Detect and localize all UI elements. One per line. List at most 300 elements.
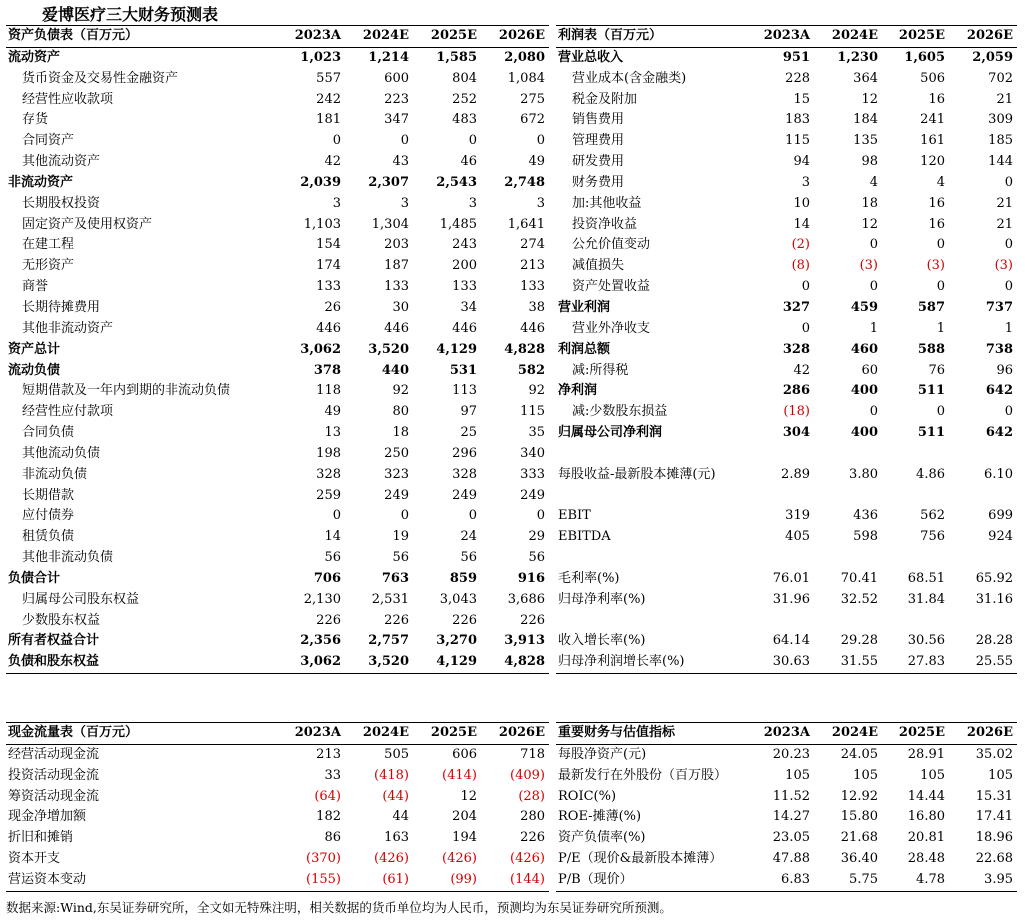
value-cell: 1,585 xyxy=(436,49,477,65)
value-cell: 1,641 xyxy=(507,216,545,232)
value-cell: 31.96 xyxy=(772,591,810,607)
value-cell: 56 xyxy=(324,550,341,566)
row-label: 每股收益-最新股本摊薄(元) xyxy=(558,466,716,482)
value-cell: (28) xyxy=(518,788,545,804)
value-cell: (3) xyxy=(926,258,945,274)
row-label: 经营性应付款项 xyxy=(22,404,114,420)
year-header: 2025E xyxy=(413,723,481,745)
year-header: 2024E xyxy=(814,723,882,745)
table-row xyxy=(6,787,549,808)
row-label-cell xyxy=(556,611,746,632)
value-cell: 32.52 xyxy=(840,591,878,607)
value-cell: 340 xyxy=(520,445,545,461)
value-cell: 319 xyxy=(785,508,810,524)
value-cell: 26 xyxy=(324,299,341,315)
year-header: 2023A xyxy=(277,723,345,745)
row-label-cell xyxy=(6,423,277,444)
value-cell: 642 xyxy=(985,383,1013,399)
value-cell: 43 xyxy=(392,154,409,170)
row-label-cell xyxy=(556,69,746,90)
row-label: 投资净收益 xyxy=(572,216,638,232)
table-row xyxy=(6,256,549,277)
value-cell: 198 xyxy=(316,445,341,461)
table-row xyxy=(6,90,549,111)
table-row xyxy=(6,215,549,236)
row-label-cell xyxy=(6,173,277,194)
table-row xyxy=(556,590,1017,611)
table-row xyxy=(6,465,549,486)
value-cell: 182 xyxy=(316,809,341,825)
year-header: 2023A xyxy=(277,26,345,48)
value-cell: (61) xyxy=(345,870,413,891)
value-cell: 3,043 xyxy=(439,591,477,607)
row-label-cell xyxy=(6,569,277,590)
value-cell: 328 xyxy=(316,466,341,482)
value-cell: 0 xyxy=(869,404,878,420)
value-cell: 756 xyxy=(920,529,945,545)
row-label: 资本开支 xyxy=(8,851,61,867)
table-row xyxy=(6,402,549,423)
table-row xyxy=(6,506,549,527)
row-label-cell xyxy=(556,766,746,787)
value-cell: 16.80 xyxy=(907,809,945,825)
value-cell: 3 xyxy=(400,195,409,211)
row-label-cell xyxy=(556,256,746,277)
table-row xyxy=(6,807,549,828)
value-cell: 120 xyxy=(920,154,945,170)
row-label-cell xyxy=(556,465,746,486)
value-cell: 76.01 xyxy=(772,570,810,586)
row-label: 负债合计 xyxy=(8,570,61,586)
value-cell: 3 xyxy=(536,195,545,211)
table-row xyxy=(6,423,549,444)
value-cell: 249 xyxy=(520,487,545,503)
value-cell: 203 xyxy=(384,237,409,253)
value-cell: 223 xyxy=(384,91,409,107)
value-cell: 562 xyxy=(920,508,945,524)
value-cell: 16 xyxy=(928,216,945,232)
value-cell: 364 xyxy=(853,70,878,86)
value-cell: 56 xyxy=(460,550,477,566)
value-cell: 15.31 xyxy=(975,788,1013,804)
value-cell: 718 xyxy=(520,746,545,762)
value-cell: 242 xyxy=(316,91,341,107)
value-cell: 0 xyxy=(536,133,545,149)
value-cell: 64.14 xyxy=(772,633,810,649)
value-cell: 2,130 xyxy=(303,591,341,607)
table-row xyxy=(556,340,1017,361)
value-cell: 21 xyxy=(996,195,1013,211)
value-cell: 951 xyxy=(782,49,810,65)
value-cell: 18 xyxy=(861,195,878,211)
balance-sheet-table xyxy=(6,25,549,674)
table-row xyxy=(556,402,1017,423)
value-cell: 274 xyxy=(520,237,545,253)
value-cell: 304 xyxy=(782,425,810,441)
row-label: 减:少数股东损益 xyxy=(572,404,668,420)
value-cell: 3,270 xyxy=(436,633,477,649)
row-label-cell xyxy=(556,807,746,828)
value-cell: 213 xyxy=(520,258,545,274)
value-cell: 70.41 xyxy=(840,570,878,586)
row-label-cell xyxy=(556,47,746,68)
value-cell: 506 xyxy=(920,70,945,86)
value-cell: 916 xyxy=(517,570,545,586)
value-cell: 105 xyxy=(785,767,810,783)
table-row xyxy=(556,277,1017,298)
table-row xyxy=(556,152,1017,173)
row-label-cell xyxy=(556,870,746,891)
section-header: 重要财务与估值指标 xyxy=(556,723,746,745)
row-label: 合同资产 xyxy=(22,133,75,149)
value-cell: 1 xyxy=(869,320,878,336)
value-cell: 3,913 xyxy=(504,633,545,649)
value-cell: 4,828 xyxy=(504,341,545,357)
value-cell: 672 xyxy=(520,112,545,128)
value-cell: 1 xyxy=(936,320,945,336)
value-cell: 94 xyxy=(793,154,810,170)
value-cell: 35.02 xyxy=(975,746,1013,762)
value-cell: 20.23 xyxy=(772,746,810,762)
table-row xyxy=(556,569,1017,590)
table-row xyxy=(556,849,1017,870)
value-cell: 42 xyxy=(793,362,810,378)
row-label: 减值损失 xyxy=(572,258,625,274)
row-label-cell xyxy=(6,548,277,569)
value-cell: 23.05 xyxy=(772,830,810,846)
table-row xyxy=(6,870,549,891)
value-cell: 0 xyxy=(869,279,878,295)
row-label-cell xyxy=(6,256,277,277)
row-label: 营业成本(含金融类) xyxy=(572,70,687,86)
table-header-row xyxy=(556,723,1017,745)
row-label: 税金及附加 xyxy=(572,91,638,107)
row-label: ROE-摊薄(%) xyxy=(558,809,642,825)
table-row xyxy=(556,548,1017,569)
value-cell: (8) xyxy=(791,258,810,274)
section-header: 现金流量表（百万元） xyxy=(6,723,277,745)
value-cell: 144 xyxy=(988,154,1013,170)
row-label-cell xyxy=(6,611,277,632)
value-cell: 13 xyxy=(324,425,341,441)
value-cell: 96 xyxy=(996,362,1013,378)
value-cell: 249 xyxy=(452,487,477,503)
row-label-cell xyxy=(556,277,746,298)
value-cell: 20.81 xyxy=(907,830,945,846)
row-label: 收入增长率(%) xyxy=(558,633,646,649)
year-header: 2024E xyxy=(814,26,882,48)
table-row xyxy=(556,235,1017,256)
table-row xyxy=(556,870,1017,891)
value-cell: 2,748 xyxy=(504,174,545,190)
table-row xyxy=(556,110,1017,131)
row-label-cell xyxy=(556,631,746,652)
row-label: 合同负债 xyxy=(22,425,75,441)
value-cell: 133 xyxy=(316,279,341,295)
value-cell xyxy=(882,486,949,507)
value-cell: 0 xyxy=(332,508,341,524)
value-cell: 250 xyxy=(384,445,409,461)
value-cell: 115 xyxy=(520,404,545,420)
value-cell: 511 xyxy=(917,425,945,441)
table-row xyxy=(6,766,549,787)
value-cell: 97 xyxy=(460,404,477,420)
value-cell: 3,062 xyxy=(277,652,345,673)
value-cell: 2,039 xyxy=(300,174,341,190)
row-label: P/B（现价） xyxy=(558,871,633,887)
value-cell: 18 xyxy=(392,425,409,441)
table-header-row xyxy=(556,26,1017,48)
value-cell: 204 xyxy=(452,809,477,825)
value-cell: 328 xyxy=(782,341,810,357)
table-row xyxy=(6,631,549,652)
row-label-cell xyxy=(556,152,746,173)
row-label: 净利润 xyxy=(558,383,598,399)
value-cell: 0 xyxy=(936,279,945,295)
value-cell: 80 xyxy=(392,404,409,420)
value-cell: 446 xyxy=(316,320,341,336)
value-cell: 115 xyxy=(785,133,810,149)
value-cell: 49 xyxy=(324,404,341,420)
year-header: 2025E xyxy=(413,26,481,48)
value-cell: 28.28 xyxy=(975,633,1013,649)
row-label-cell xyxy=(6,506,277,527)
row-label-cell xyxy=(6,319,277,340)
row-label: 减:所得税 xyxy=(572,362,629,378)
row-label: 资产负债率(%) xyxy=(558,830,646,846)
row-label: 租赁负债 xyxy=(22,529,75,545)
table-row xyxy=(556,787,1017,808)
row-label-cell xyxy=(6,90,277,111)
year-header: 2026E xyxy=(949,26,1017,48)
table-row xyxy=(6,131,549,152)
report-title: 爱博医疗三大财务预测表 xyxy=(42,5,219,24)
value-cell: 92 xyxy=(392,383,409,399)
table-row xyxy=(556,828,1017,849)
value-cell: 16 xyxy=(928,195,945,211)
table-row xyxy=(556,69,1017,90)
table-row xyxy=(556,423,1017,444)
row-label: 非流动资产 xyxy=(8,174,74,190)
value-cell: 3 xyxy=(332,195,341,211)
value-cell: 6.83 xyxy=(746,870,814,891)
row-label-cell xyxy=(556,444,746,465)
row-label-cell xyxy=(6,381,277,402)
value-cell: 31.55 xyxy=(814,652,882,673)
value-cell: 34 xyxy=(460,299,477,315)
value-cell: 859 xyxy=(449,570,477,586)
table-row xyxy=(556,194,1017,215)
value-cell: 0 xyxy=(1004,279,1013,295)
value-cell: 400 xyxy=(850,425,878,441)
value-cell: 1,485 xyxy=(439,216,477,232)
row-label: 公允价值变动 xyxy=(572,237,651,253)
value-cell: 2,543 xyxy=(436,174,477,190)
value-cell: 27.83 xyxy=(882,652,949,673)
row-label-cell xyxy=(6,444,277,465)
value-cell: 65.92 xyxy=(975,570,1013,586)
value-cell: 241 xyxy=(920,112,945,128)
row-label-cell xyxy=(6,849,277,870)
value-cell: 31.16 xyxy=(975,591,1013,607)
table-row xyxy=(556,506,1017,527)
value-cell: 3.80 xyxy=(849,466,878,482)
table-row xyxy=(556,465,1017,486)
value-cell: 133 xyxy=(384,279,409,295)
row-label-cell xyxy=(556,652,746,673)
value-cell: 249 xyxy=(384,487,409,503)
row-label: ROIC(%) xyxy=(558,788,617,804)
value-cell: (418) xyxy=(374,767,409,783)
year-header: 2025E xyxy=(882,723,949,745)
row-label-cell xyxy=(556,423,746,444)
row-label: 加:其他收益 xyxy=(572,195,642,211)
row-label: 资产总计 xyxy=(8,341,61,357)
value-cell: 4,129 xyxy=(436,341,477,357)
table-row xyxy=(6,744,549,765)
value-cell: (426) xyxy=(374,851,409,867)
value-cell xyxy=(949,611,1017,632)
value-cell: 226 xyxy=(520,612,545,628)
table-row xyxy=(6,652,549,673)
section-header: 利润表（百万元） xyxy=(556,26,746,48)
value-cell: (155) xyxy=(277,870,345,891)
table-row xyxy=(6,152,549,173)
value-cell: 213 xyxy=(316,746,341,762)
value-cell: 200 xyxy=(452,258,477,274)
value-cell: 0 xyxy=(1004,174,1013,190)
row-label-cell xyxy=(6,340,277,361)
row-label: 其他流动资产 xyxy=(22,154,101,170)
value-cell: 252 xyxy=(452,91,477,107)
value-cell: 11.52 xyxy=(772,788,810,804)
value-cell: 642 xyxy=(985,425,1013,441)
row-label-cell xyxy=(6,465,277,486)
table-row xyxy=(556,744,1017,765)
table-row xyxy=(556,381,1017,402)
row-label-cell xyxy=(6,47,277,68)
value-cell: 2,757 xyxy=(368,633,409,649)
table-row xyxy=(6,828,549,849)
row-label-cell xyxy=(6,298,277,319)
value-cell: 4,129 xyxy=(413,652,481,673)
value-cell: 44 xyxy=(392,809,409,825)
value-cell: 405 xyxy=(785,529,810,545)
value-cell: 3,520 xyxy=(345,652,413,673)
value-cell: 557 xyxy=(316,70,341,86)
value-cell xyxy=(746,444,814,465)
value-cell: 0 xyxy=(869,237,878,253)
row-label: 流动负债 xyxy=(8,362,61,378)
year-header: 2026E xyxy=(481,723,549,745)
row-label: 短期借款及一年内到期的非流动负债 xyxy=(22,383,231,399)
row-label: 营运资本变动 xyxy=(8,871,87,887)
row-label-cell xyxy=(556,340,746,361)
value-cell: 598 xyxy=(853,529,878,545)
row-label: 归属母公司股东权益 xyxy=(22,591,140,607)
value-cell: 2,307 xyxy=(368,174,409,190)
value-cell xyxy=(746,611,814,632)
row-label: 无形资产 xyxy=(22,258,75,274)
row-label: EBIT xyxy=(558,508,591,524)
value-cell: 76 xyxy=(928,362,945,378)
row-label: 筹资活动现金流 xyxy=(8,788,100,804)
value-cell: 56 xyxy=(528,550,545,566)
value-cell: 3 xyxy=(801,174,810,190)
value-cell: 24 xyxy=(460,529,477,545)
value-cell: 92 xyxy=(528,383,545,399)
value-cell: 309 xyxy=(988,112,1013,128)
table-row xyxy=(6,590,549,611)
value-cell: 702 xyxy=(988,70,1013,86)
value-cell: 3,062 xyxy=(300,341,341,357)
row-label: 其他非流动资产 xyxy=(22,320,114,336)
value-cell: 1,023 xyxy=(300,49,341,65)
value-cell xyxy=(882,444,949,465)
value-cell: 511 xyxy=(917,383,945,399)
value-cell: (414) xyxy=(442,767,477,783)
value-cell: 98 xyxy=(861,154,878,170)
value-cell xyxy=(814,486,882,507)
value-cell: (2) xyxy=(791,237,810,253)
value-cell: 924 xyxy=(988,529,1013,545)
value-cell: 135 xyxy=(853,133,878,149)
row-label-cell xyxy=(556,215,746,236)
row-label-cell xyxy=(6,631,277,652)
row-label: 少数股东权益 xyxy=(22,612,101,628)
value-cell: 133 xyxy=(520,279,545,295)
value-cell: 531 xyxy=(449,362,477,378)
value-cell: 1,230 xyxy=(837,49,878,65)
value-cell: 163 xyxy=(384,830,409,846)
value-cell: 4.78 xyxy=(882,870,949,891)
value-cell: 378 xyxy=(313,362,341,378)
value-cell: 2,080 xyxy=(504,49,545,65)
row-label-cell xyxy=(556,173,746,194)
value-cell: 154 xyxy=(316,237,341,253)
row-label: 应付债券 xyxy=(22,508,75,524)
table-row xyxy=(556,486,1017,507)
table-row xyxy=(6,110,549,131)
value-cell: 33 xyxy=(324,767,341,783)
row-label: 现金净增加额 xyxy=(8,809,87,825)
row-label-cell xyxy=(556,590,746,611)
value-cell: 15 xyxy=(793,91,810,107)
value-cell: (18) xyxy=(783,404,810,420)
row-label-cell xyxy=(556,506,746,527)
value-cell: 582 xyxy=(517,362,545,378)
value-cell: 1,605 xyxy=(904,49,945,65)
row-label: 其他流动负债 xyxy=(22,445,101,461)
row-label: 长期借款 xyxy=(22,487,75,503)
value-cell: 183 xyxy=(785,112,810,128)
table-row xyxy=(6,235,549,256)
row-label-cell xyxy=(6,870,277,891)
row-label: 研发费用 xyxy=(572,154,625,170)
table-row xyxy=(6,849,549,870)
value-cell: 47.88 xyxy=(772,851,810,867)
value-cell: 14 xyxy=(793,216,810,232)
row-label: 长期股权投资 xyxy=(22,195,101,211)
value-cell: 133 xyxy=(452,279,477,295)
value-cell: 16 xyxy=(928,91,945,107)
value-cell: 228 xyxy=(785,70,810,86)
table-row xyxy=(556,256,1017,277)
table-row xyxy=(6,361,549,382)
row-label: 归母净利率(%) xyxy=(558,591,646,607)
value-cell: 2,356 xyxy=(300,633,341,649)
row-label: 折旧和摊销 xyxy=(8,830,74,846)
